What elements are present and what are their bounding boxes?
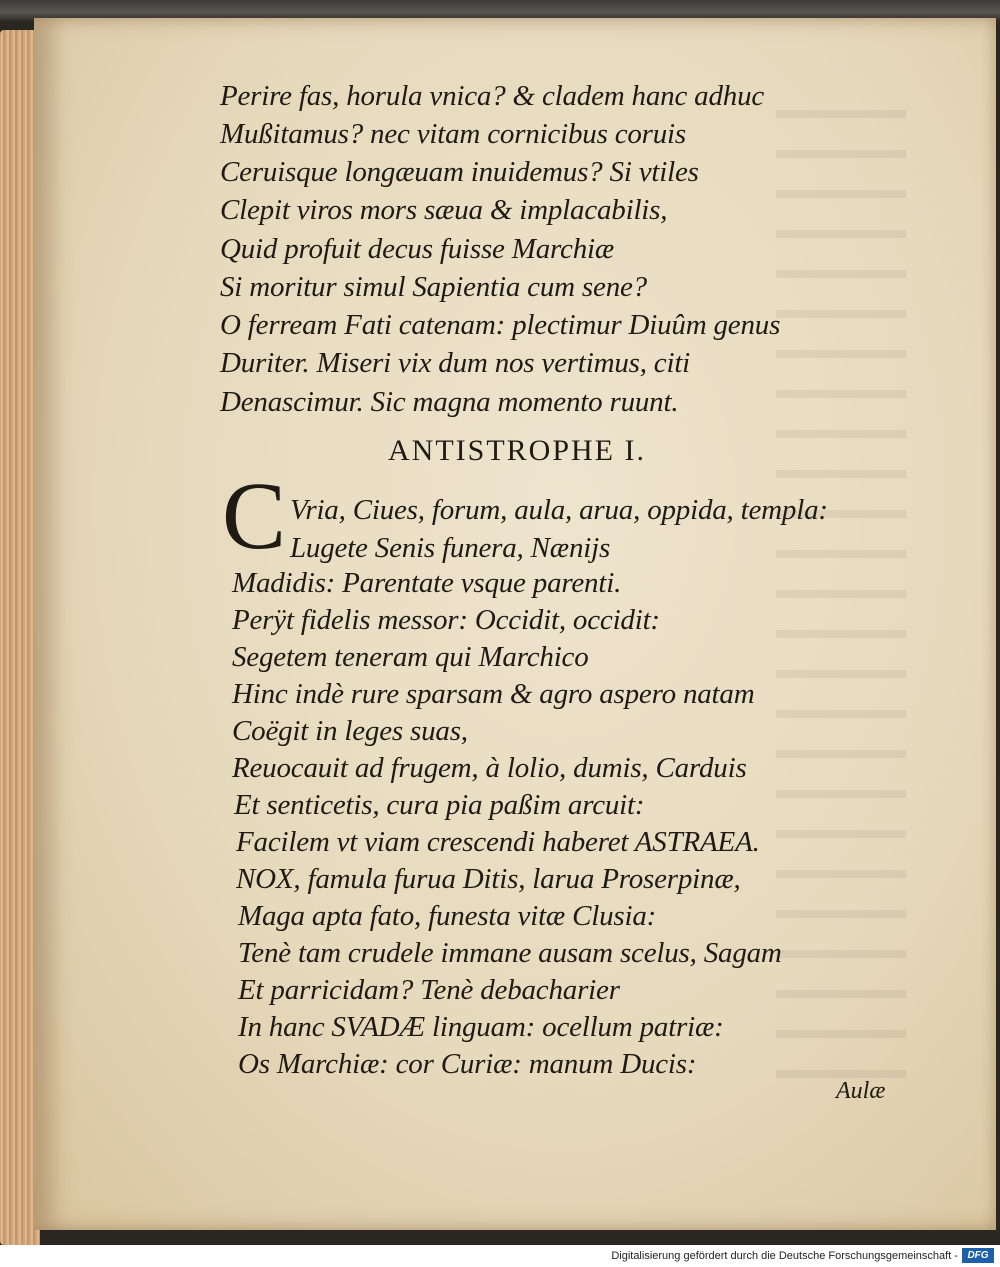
verse-line: Si moritur simul Sapientia cum sene?: [220, 271, 647, 303]
verse-line: Maga apta fato, funesta vitæ Clusia:: [238, 900, 657, 932]
catchword: Aulæ: [836, 1078, 886, 1104]
verse-line: Reuocauit ad frugem, à lolio, dumis, Carduis: [232, 752, 747, 784]
verse-line: Tenè tam crudele immane ausam scelus, Sagam: [238, 937, 782, 969]
verse-line: Vria, Ciues, forum, aula, arua, oppida, templa:: [290, 494, 828, 526]
verse-line: Os Marchiæ: cor Curiæ: manum Ducis:: [238, 1048, 697, 1080]
funding-credit: Digitalisierung gefördert durch die Deutsche Forschungsgemeinschaft -: [611, 1250, 958, 1262]
verse-line: Facilem vt viam crescendi haberet ASTRAEA.: [236, 826, 760, 858]
verse-line: NOX, famula furua Ditis, larua Proserpinæ,: [236, 863, 741, 895]
drop-cap: C: [222, 462, 287, 569]
verse-line: Hinc indè rure sparsam & agro aspero natam: [232, 678, 755, 710]
verse-line: O ferream Fati catenam: plectimur Diuûm genus: [220, 309, 781, 341]
verse-line: Duriter. Miseri vix dum nos vertimus, citi: [220, 347, 691, 379]
verse-line: Quid profuit decus fuisse Marchiæ: [220, 233, 615, 265]
section-heading: ANTISTROPHE I.: [388, 434, 646, 467]
verse-line: Madidis: Parentate vsque parenti.: [232, 567, 622, 599]
verse-line: Et parricidam? Tenè debacharier: [238, 974, 620, 1006]
verse-line: Mußitamus? nec vitam cornicibus coruis: [220, 118, 687, 150]
digitization-footer: [0, 1245, 1000, 1267]
show-through-text: [776, 88, 906, 1088]
verse-line: Clepit viros mors sæua & implacabilis,: [220, 194, 668, 226]
verse-line: Perÿt fidelis messor: Occidit, occidit:: [232, 604, 660, 636]
verse-line: Denascimur. Sic magna momento ruunt.: [220, 386, 679, 418]
verse-line: Perire fas, horula vnica? & cladem hanc adhuc: [220, 80, 765, 112]
verse-line: In hanc SVADÆ linguam: ocellum patriæ:: [238, 1011, 724, 1043]
dfg-logo: DFG: [962, 1248, 994, 1263]
verse-line: Segetem teneram qui Marchico: [232, 641, 589, 673]
verse-line: Coëgit in leges suas,: [232, 715, 468, 747]
verse-line: Et senticetis, cura pia paßim arcuit:: [234, 789, 645, 821]
verse-line: Lugete Senis funera, Nænijs: [290, 532, 611, 564]
verse-line: Ceruisque longæuam inuidemus? Si vtiles: [220, 156, 699, 188]
